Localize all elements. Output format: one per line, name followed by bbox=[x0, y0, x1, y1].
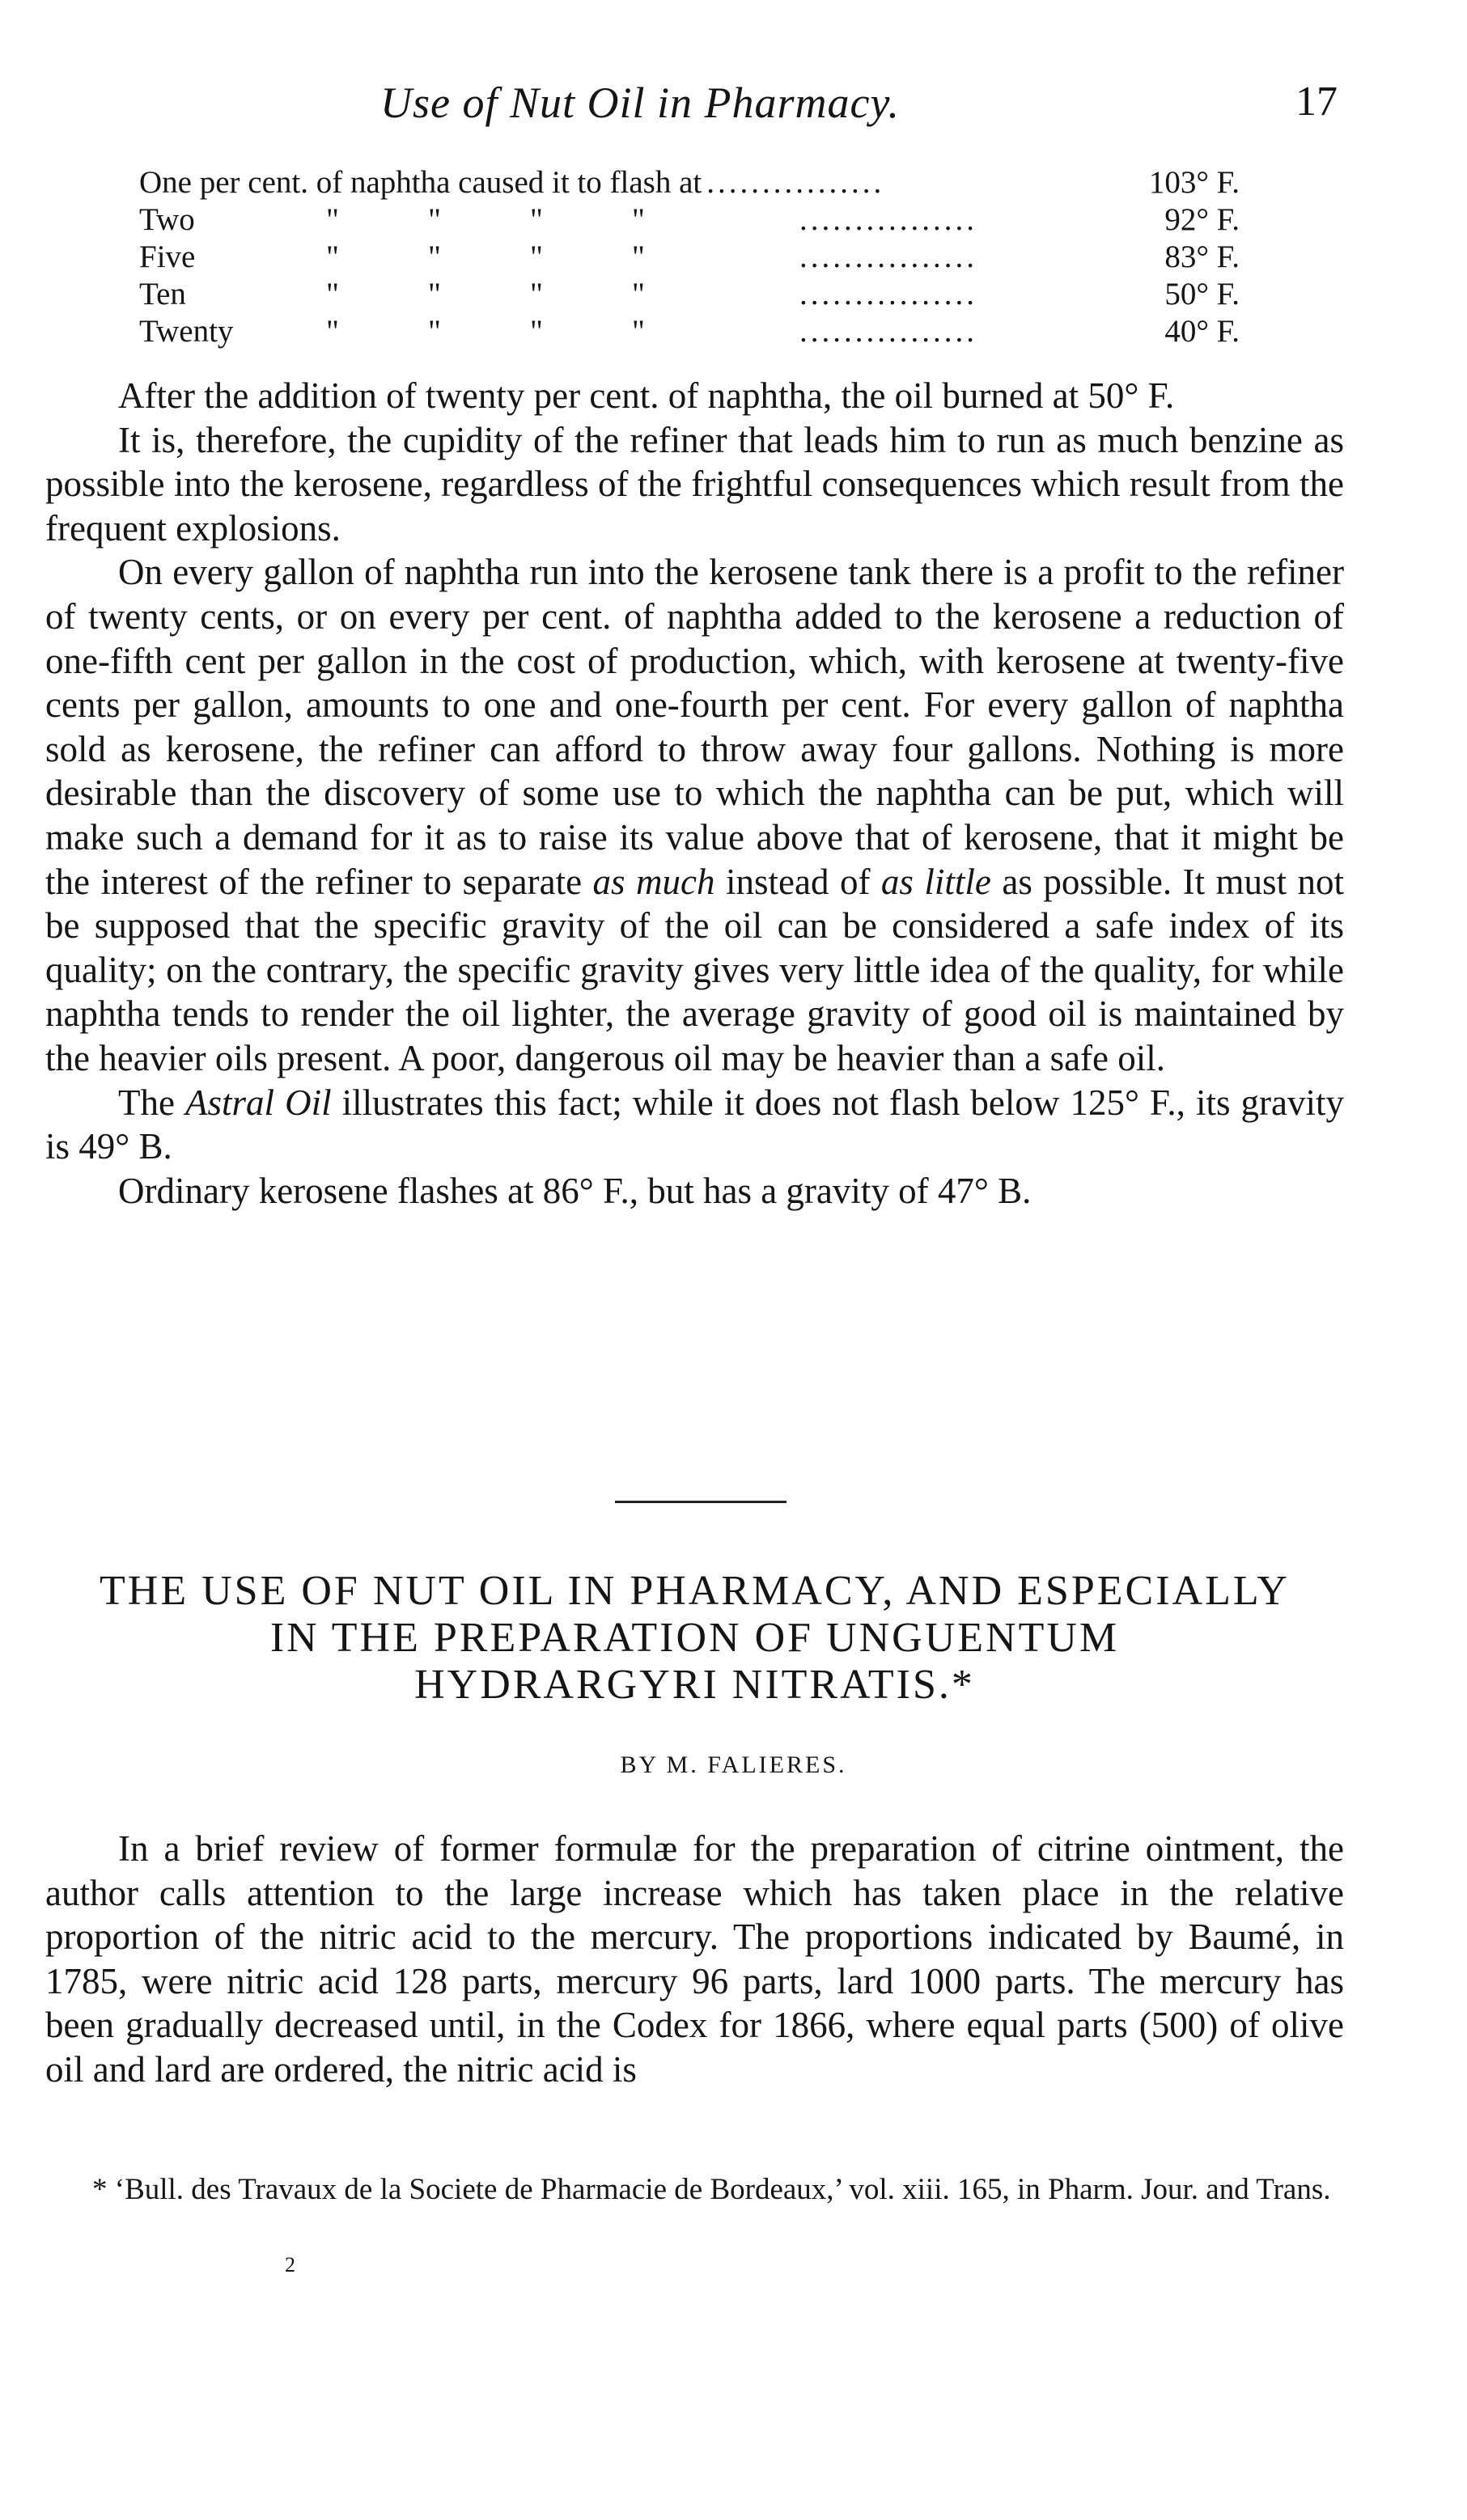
dot-leader: ................ bbox=[799, 314, 977, 349]
ditto-mark: " bbox=[428, 239, 441, 274]
flash-table-row bbox=[139, 164, 1240, 201]
emphasis: as much bbox=[592, 861, 715, 902]
ditto-mark: " bbox=[428, 314, 441, 349]
flash-row-label: Twenty bbox=[139, 314, 234, 349]
ditto-mark: " bbox=[428, 277, 441, 311]
article-body bbox=[45, 1827, 1344, 2092]
flash-row-value: 50° F. bbox=[1164, 277, 1240, 311]
ditto-mark: " bbox=[632, 277, 645, 311]
running-title: Use of Nut Oil in Pharmacy. bbox=[380, 78, 900, 127]
paragraph-text: illustrates this fact; while it does not flash below 125° F., its gravity is 49° B. bbox=[45, 1082, 1345, 1167]
dot-leader: ................ bbox=[799, 277, 977, 311]
flash-row-value: 92° F. bbox=[1164, 202, 1240, 237]
footnote-text: ‘Bull. des Travaux de la Societe de Pharmacie de Bordeaux,’ vol. xiii. 165, in Pharm. Jour. and Trans. bbox=[114, 2173, 1331, 2206]
article-title-line: HYDRARGYRI NITRATIS.* bbox=[414, 1662, 975, 1708]
ditto-mark: " bbox=[632, 202, 645, 237]
flash-table-row bbox=[139, 239, 1240, 276]
article-title bbox=[45, 1568, 1344, 1709]
flash-table-row bbox=[139, 313, 1240, 350]
flash-table-row bbox=[139, 276, 1240, 313]
flash-row-value: 103° F. bbox=[1148, 165, 1240, 200]
paragraph-text: as possible. It must not be supposed that the specific gravity of the oil can be considered a safe index of its quality; on the contrary, the specific gravity gives very little idea of the quality, for while naphtha tends to render the oil lighter, the average gravity of good oil is maintained by the heavier oils present. A poor, dangerous oil may be heavier than a safe oil. bbox=[45, 861, 1345, 1078]
article-body-continued bbox=[45, 374, 1344, 1213]
byline: BY M. FALIERES. bbox=[620, 1751, 847, 1778]
paragraph: After the addition of twenty per cent. of naphtha, the oil burned at 50° F. bbox=[118, 375, 1175, 416]
flash-row-value: 83° F. bbox=[1164, 239, 1240, 274]
page-number: 17 bbox=[1295, 78, 1338, 125]
paragraph-text: On every gallon of naphtha run into the kerosene tank there is a profit to the refiner of twenty cents, or on every per cent. of naphtha added to the kerosene a reduction of one-fifth cent per gallon in the cost of production, which, with kerosene at twenty-five cents per gallon, amounts to one and one-fourth per cent. For every gallon of naphtha sold as kerosene, the refiner can afford to throw away four gallons. Nothing is more desirable than the discovery of some use to which the naphtha can be put, which will make such a demand for it as to raise its value above that of kerosene, that it might be the interest of the refiner to separate bbox=[45, 552, 1344, 902]
flash-row-value: 40° F. bbox=[1164, 314, 1240, 349]
flash-row-label: Two bbox=[139, 202, 195, 237]
ditto-mark: " bbox=[326, 239, 339, 274]
ditto-mark: " bbox=[326, 314, 339, 349]
section-divider bbox=[615, 1501, 786, 1503]
dot-leader: ................ bbox=[706, 165, 885, 200]
paragraph: It is, therefore, the cupidity of the refiner that leads him to run as much benzine as possible into the kerosene, regardless of the frightful consequences which result from the frequent explosions. bbox=[45, 419, 1344, 548]
ditto-mark: " bbox=[428, 202, 441, 237]
ditto-mark: " bbox=[530, 314, 543, 349]
ditto-mark: " bbox=[632, 314, 645, 349]
ditto-mark: " bbox=[530, 239, 543, 274]
paragraph: In a brief review of former formulæ for the preparation of citrine ointment, the author calls attention to the large increase which has taken place in the relative proportion of the nitric acid to the mercury. The proportions indicated by Baumé, in 1785, were nitric acid 128 parts, mercury 96 parts, lard 1000 parts. The mercury has been gradually decreased until, in the Codex for 1866, where equal parts (500) of olive oil and lard are ordered, the nitric acid is bbox=[45, 1828, 1344, 2090]
emphasis: as little bbox=[880, 861, 991, 902]
flash-row-label: Ten bbox=[139, 277, 186, 311]
footnote bbox=[58, 2172, 1345, 2208]
paragraph bbox=[45, 550, 1344, 1080]
flash-point-table bbox=[139, 164, 1240, 350]
ditto-mark: " bbox=[632, 239, 645, 274]
running-head bbox=[0, 78, 1467, 136]
emphasis: Astral Oil bbox=[185, 1082, 332, 1123]
ditto-mark: " bbox=[530, 202, 543, 237]
signature-mark: 2 bbox=[285, 2253, 295, 2276]
footnote-mark: * bbox=[92, 2173, 108, 2206]
paragraph-text: The bbox=[118, 1082, 175, 1123]
flash-row-label: One per cent. of naphtha caused it to flash at bbox=[139, 165, 702, 200]
paragraph bbox=[45, 1081, 1344, 1169]
paragraph-text: instead of bbox=[726, 861, 871, 902]
ditto-mark: " bbox=[530, 277, 543, 311]
article-title-line: THE USE OF NUT OIL IN PHARMACY, AND ESPECIALLY bbox=[100, 1568, 1290, 1614]
article-title-line: IN THE PREPARATION OF UNGUENTUM bbox=[269, 1615, 1120, 1661]
ditto-mark: " bbox=[326, 277, 339, 311]
ditto-mark: " bbox=[326, 202, 339, 237]
flash-table-row bbox=[139, 201, 1240, 239]
flash-row-label: Five bbox=[139, 239, 196, 274]
dot-leader: ................ bbox=[799, 202, 977, 237]
dot-leader: ................ bbox=[799, 239, 977, 274]
paragraph: Ordinary kerosene flashes at 86° F., but has a gravity of 47° B. bbox=[118, 1170, 1032, 1211]
